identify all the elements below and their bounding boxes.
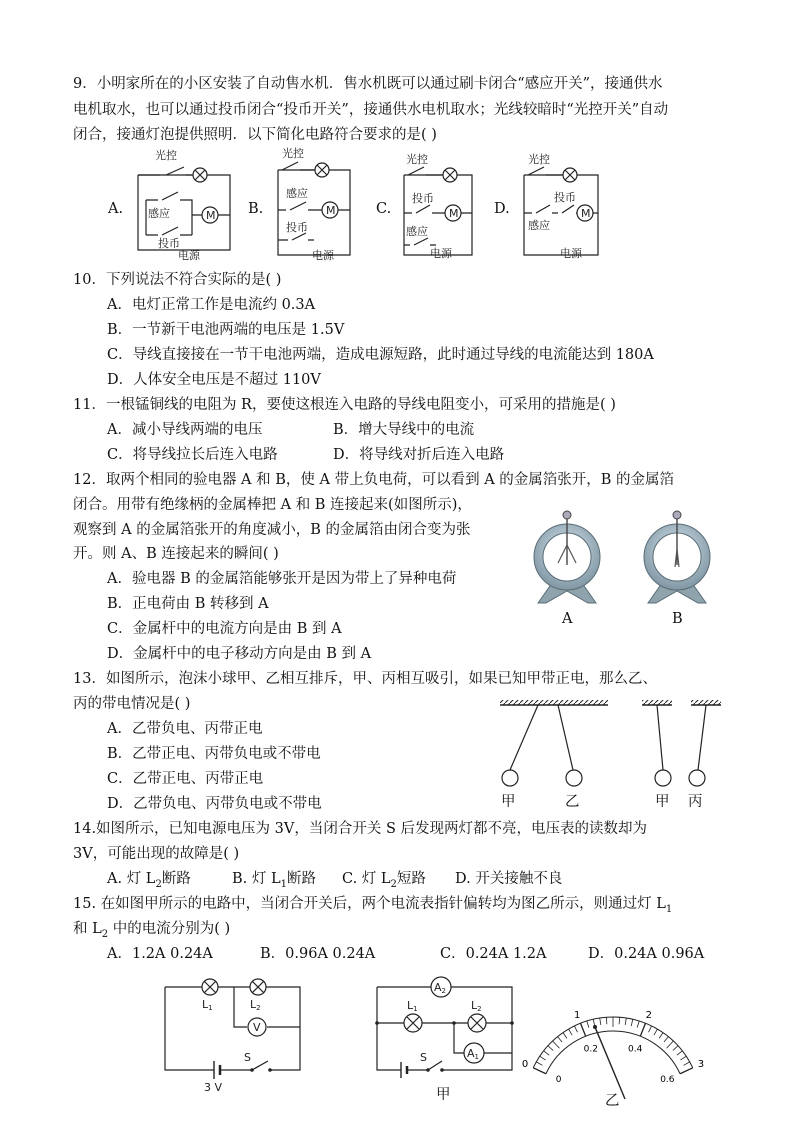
ammeter-tick [673, 1046, 678, 1051]
ammeter-tick [619, 1017, 620, 1024]
q12-text-line2: 闭合。用带有绝缘柄的金属棒把 A 和 B 连接起来(如图所示)， [73, 497, 472, 513]
ammeter-tick [631, 1019, 633, 1026]
ammeter-tick [680, 1056, 686, 1060]
svg-text:感应: 感应 [286, 187, 308, 200]
q14-option-a: A. 灯 $L_2$断路 [107, 871, 191, 890]
svg-text:投币: 投币 [554, 191, 576, 204]
q10-option-d: D．人体安全电压是不超过 110V [107, 372, 321, 388]
svg-text:M: M [326, 204, 336, 217]
q13-option-a: A．乙带负电、丙带正电 [107, 721, 263, 737]
ball-label-jia-1: 甲 [501, 794, 516, 810]
svg-text:M: M [449, 207, 459, 220]
electroscope-b [644, 511, 710, 627]
ammeter-tick [581, 1023, 586, 1036]
q9-text-line2: 电机取水，也可以通过投币闭合“投币开关”，接通供水电机取水；光线较暗时“光控开关”自动 [73, 102, 669, 118]
q11-option-b: B．增大导线中的电流 [333, 422, 475, 438]
q12-electroscope-figure [530, 505, 730, 630]
ammeter-tick [533, 1068, 546, 1074]
q15-option-c: C．0.24A 1.2A [440, 946, 547, 962]
ammeter-tick [593, 1019, 595, 1026]
electroscope-a [534, 511, 600, 627]
q9-option-b-circuit [248, 146, 350, 262]
q12-text-line1: 12．取两个相同的验电器 A 和 B，使 A 带上负电荷，可以看到 A 的金属箔张开，B 的金属箔 [73, 472, 675, 488]
q11-stem: 11．一根锰铜线的电阻为 R，要使这根连入电路的导线电阻变小，可采用的措施是( ) [73, 397, 616, 413]
q15-option-d: D．0.24A 0.96A [588, 946, 705, 962]
q15-option-b: B．0.96A 0.24A [260, 946, 376, 962]
q12-option-a: A．验电器 B 的金属箔能够张开是因为带上了异种电荷 [107, 571, 457, 587]
q15-circuit-figure [372, 975, 522, 1105]
fig15-a2-label: A2 [434, 981, 446, 995]
ammeter-lower-label: 0.4 [627, 1044, 643, 1055]
q14-option-b: B. 灯 $L_1$断路 [232, 871, 316, 890]
q12-text-line3: 观察到 A 的金属箔张开的角度减小，B 的金属箔由闭合变为张 [73, 522, 471, 538]
svg-text:S: S [244, 1051, 251, 1064]
q13-pendulum-figure [495, 698, 730, 813]
q12-option-d: D．金属杆中的电子移动方向是由 B 到 A [107, 646, 372, 662]
q10-option-c: C．导线直接接在一节干电池两端，造成电源短路，此时通过导线的电流能达到 180A [107, 347, 654, 363]
svg-text:光控: 光控 [406, 153, 428, 166]
svg-text:感应: 感应 [148, 207, 170, 220]
ammeter-lower-label: 0.2 [583, 1044, 599, 1055]
ammeter-tick [667, 1041, 674, 1048]
ammeter-tick [684, 1062, 690, 1065]
q15-text-line1: 15. 在如图甲所示的电路中，当闭合开关后，两个电流表指针偏转均为图乙所示，则通过灯 $L_1$ [73, 896, 673, 915]
ammeter-tick [548, 1046, 553, 1051]
ammeter-tick [677, 1051, 683, 1055]
q9-option-c-label: C. [376, 201, 392, 217]
ammeter-tick [553, 1041, 560, 1048]
q14-option-c: C. 灯 $L_2$短路 [342, 871, 426, 890]
q9-option-a-circuit [107, 148, 230, 262]
svg-text:光控: 光控 [282, 147, 304, 160]
q14-option-d: D. 开关接触不良 [455, 871, 563, 887]
svg-text:M: M [581, 207, 591, 220]
ammeter-needle [595, 1027, 625, 1099]
svg-text:V: V [253, 1021, 261, 1034]
ammeter-tick [563, 1033, 567, 1039]
q10-stem: 10．下列说法不符合实际的是( ) [73, 272, 282, 288]
ammeter-tick [659, 1033, 663, 1039]
ammeter-tick [680, 1068, 693, 1074]
q13-option-d: D．乙带负电、丙带负电或不带电 [107, 796, 322, 812]
q12-option-c: C．金属杆中的电流方向是由 B 到 A [107, 621, 342, 637]
ammeter-caption: 乙 [605, 1093, 620, 1109]
svg-text:电源: 电源 [430, 247, 452, 260]
q11-option-a: A．减小导线两端的电压 [107, 422, 263, 438]
q9-text-line1: 9．小明家所在的小区安装了自动售水机．售水机既可以通过刷卡闭合“感应开关”，接通供水 [73, 76, 663, 92]
svg-text:M: M [206, 209, 216, 222]
ammeter-tick [637, 1021, 639, 1028]
svg-text:电源: 电源 [560, 247, 582, 260]
fig15-l1-label: L1 [407, 999, 418, 1013]
svg-text:光控: 光控 [528, 153, 550, 166]
q9-circuit-options [100, 145, 620, 265]
svg-text:S: S [420, 1051, 427, 1064]
svg-text:投币: 投币 [412, 192, 434, 205]
ammeter-dial-figure [521, 985, 705, 1110]
ammeter-upper-label: 2 [645, 1009, 653, 1021]
q12-option-b: B．正电荷由 B 转移到 A [107, 596, 269, 612]
q10-option-b: B．一节新干电池两端的电压是 1.5V [107, 322, 345, 338]
ammeter-tick [569, 1029, 573, 1035]
q9-text-line3: 闭合，接通灯泡提供照明．以下简化电路符合要求的是( ) [73, 127, 437, 143]
ammeter-upper-label: 0 [521, 1059, 529, 1071]
ammeter-upper-label: 1 [573, 1009, 581, 1021]
svg-text:感应: 感应 [528, 219, 550, 232]
svg-text:3 V: 3 V [204, 1081, 223, 1094]
fig15-caption: 甲 [436, 1087, 451, 1103]
q15-text-line2: 和 $L_2$ 中的电流分别为( ) [73, 921, 231, 940]
ammeter-tick [544, 1051, 550, 1055]
ammeter-tick [664, 1037, 668, 1042]
fig14-l2-label: L2 [250, 998, 261, 1012]
q14-circuit-figure [160, 975, 310, 1095]
q9-option-d-label: D. [494, 201, 510, 217]
ammeter-tick [536, 1062, 542, 1065]
ball-label-jia-2: 甲 [655, 794, 670, 810]
ammeter-tick [654, 1029, 658, 1035]
q13-option-c: C．乙带正电、丙带正电 [107, 771, 264, 787]
svg-text:电源: 电源 [312, 249, 334, 262]
q11-option-c: C．将导线拉长后连入电路 [107, 447, 278, 463]
ammeter-tick [558, 1037, 562, 1042]
q13-text-line1: 13．如图所示，泡沫小球甲、乙相互排斥，甲、丙相互吸引，如果已知甲带正电，那么乙、 [73, 671, 657, 687]
ammeter-upper-label: 3 [697, 1059, 705, 1071]
ammeter-tick [600, 1018, 601, 1025]
fig15-a1-label: A1 [467, 1047, 479, 1061]
ball-label-bing: 丙 [688, 794, 703, 810]
q9-option-b-label: B. [248, 201, 264, 217]
fig15-l2-label: L2 [471, 999, 482, 1013]
q13-option-b: B．乙带正电、丙带负电或不带电 [107, 746, 321, 762]
q9-option-c-circuit [376, 152, 472, 260]
fig14-l1-label: L1 [202, 998, 213, 1012]
svg-text:投币: 投币 [158, 237, 180, 250]
svg-text:感应: 感应 [406, 225, 428, 238]
electroscope-b-label: B [672, 611, 683, 627]
q12-text-line4: 开。则 A、B 连接起来的瞬间( ) [73, 546, 279, 562]
q9-option-a-label: A. [108, 201, 124, 217]
ammeter-tick [625, 1018, 626, 1025]
ammeter-tick [640, 1023, 645, 1036]
ammeter-tick [606, 1017, 607, 1024]
q14-text-line2: 3V，可能出现的故障是( ) [73, 846, 240, 862]
q9-option-d-circuit [494, 152, 598, 260]
q11-option-d: D．将导线对折后连入电路 [333, 447, 505, 463]
ball-label-yi: 乙 [565, 794, 580, 810]
ammeter-lower-label: 0.6 [660, 1075, 675, 1086]
ammeter-lower-label: 0 [555, 1075, 562, 1086]
ammeter-needle-tip [593, 1025, 597, 1029]
ammeter-dial [522, 1010, 704, 1099]
q14-text-line1: 14.如图所示，已知电源电压为 3V，当闭合开关 S 后发现两灯都不亮，电压表的读数却为 [73, 821, 648, 837]
q10-option-a: A．电灯正常工作是电流约 0.3A [107, 297, 316, 313]
q15-option-a: A．1.2A 0.24A [107, 946, 213, 962]
q13-text-line2: 丙的带电情况是( ) [73, 696, 191, 712]
svg-text:电源: 电源 [178, 249, 200, 262]
svg-text:投币: 投币 [286, 221, 308, 234]
electroscope-a-label: A [562, 611, 573, 627]
ammeter-tick [649, 1026, 652, 1032]
ammeter-tick [540, 1056, 546, 1060]
ammeter-tick [587, 1021, 589, 1028]
ammeter-tick [574, 1026, 577, 1032]
svg-text:光控: 光控 [155, 149, 177, 162]
